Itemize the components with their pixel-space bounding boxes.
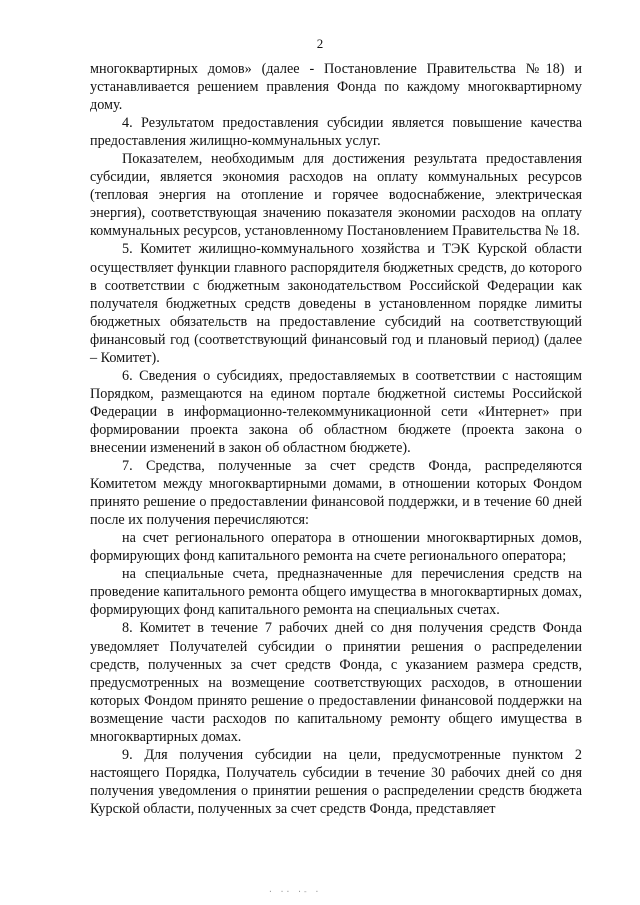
paragraph-item-8: 8. Комитет в течение 7 рабочих дней со дня получения средств Фонда уведомляет Получателей субсидии о принятии решения о распределении средств, полученных за счет средств Фонда, с указанием размера средств, предусмотренных на возмещение соответствующих расходов, в отношении которых Фондом принято решение о предоставлении финансовой поддержки на возмещение части расходов по капитальному ремонту общего имущества в многоквартирных домах. (90, 620, 582, 745)
paragraph-item-6: 6. Сведения о субсидиях, предоставляемых в соответствии с настоящим Порядком, размещаются на едином портале бюджетной системы Российской Федерации в информационно-телекоммуникационной сети «Интернет» при формировании проекта закона об областном бюджете (проекта закона о внесении изменений в закон об областном бюджете). (90, 367, 582, 456)
paragraph-continuation: многоквартирных домов» (далее - Постановление Правительства №18) и устанавливается решением правления Фонда по каждому многоквартирному дому. (90, 61, 582, 114)
paragraph-item-7-special-accounts: на специальные счета, предназначенные для перечисления средств на проведение капитального ремонта общего имущества в многоквартирных домах, формирующих фонд капитального ремонта на специальных счетах. (90, 566, 582, 619)
paragraph-item-4: 4. Результатом предоставления субсидии является повышение качества предоставления жилищно-коммунальных услуг. (90, 115, 582, 150)
document-body (90, 60, 582, 818)
paragraph-indicator: Показателем, необходимым для достижения результата предоставления субсидии, является экономия расходов на оплату коммунальных ресурсов (тепловая энергия на отопление и горячее водоснабжение, электрическая энергия), соответствующая значению показателя экономии расходов на оплату коммунальных ресурсов, установленному Постановлением Правительства № 18. (90, 151, 582, 240)
scan-artifact: · ·· ·- · (268, 887, 321, 896)
paragraph-item-9: 9. Для получения субсидии на цели, предусмотренные пунктом 2 настоящего Порядка, Получатель субсидии в течение 30 рабочих дней со дня получения уведомления о принятии решения о распределении средств бюджета Курской области, полученных за счет средств Фонда, представляет (90, 746, 582, 817)
page-number: 2 (316, 36, 324, 51)
paragraph-item-7-regional-operator: на счет регионального оператора в отношении многоквартирных домов, формирующих фонд капитального ремонта на счете регионального оператора; (90, 530, 582, 565)
paragraph-item-7: 7. Средства, полученные за счет средств Фонда, распределяются Комитетом между многоквартирными домами, в отношении которых Фондом принято решение о предоставлении финансовой поддержки, и в течение 60 дней после их получения перечисляются: (90, 458, 582, 529)
paragraph-item-5: 5. Комитет жилищно-коммунального хозяйства и ТЭК Курской области осуществляет функции главного распорядителя бюджетных средств, до которого в соответствии с бюджетным законодательством Российской Федерации как получателя бюджетных средств доведены в установленном порядке лимиты бюджетных обязательств на предоставление субсидий на соответствующий финансовый год (соответствующий финансовый год и плановый период) (далее – Комитет). (90, 241, 582, 366)
